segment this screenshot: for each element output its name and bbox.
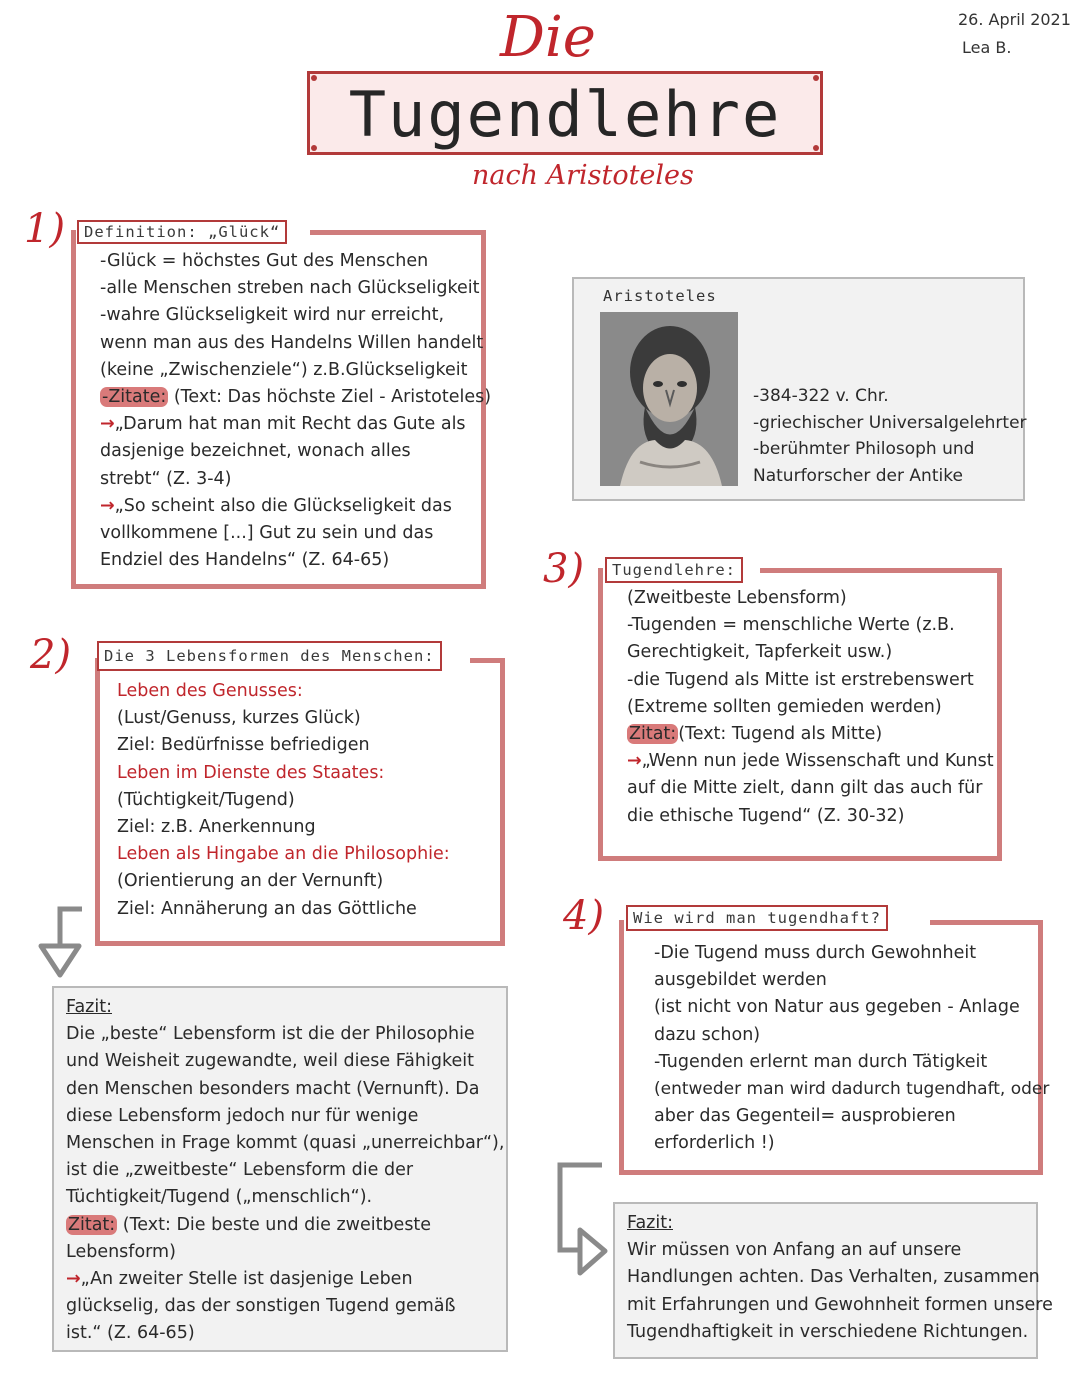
section1-quote-label: -Zitate: bbox=[102, 387, 167, 408]
arrow-right-icon bbox=[554, 1160, 610, 1284]
section1-quote1-line1: →„Darum hat man mit Recht das Gute als bbox=[100, 414, 466, 435]
section1-line: -Glück = höchstes Gut des Menschen bbox=[100, 251, 429, 271]
aristoteles-fact: Naturforscher der Antike bbox=[753, 465, 963, 486]
arrow-right-icon: → bbox=[100, 495, 115, 516]
section1-line: -alle Menschen streben nach Glückseligkeit bbox=[100, 278, 480, 299]
section3-line: -die Tugend als Mitte ist erstrebenswert bbox=[627, 669, 974, 690]
section3-line: -Tugenden = menschliche Werte (z.B. bbox=[627, 615, 955, 636]
section4-content bbox=[654, 940, 1049, 1158]
lebensform-goal: Ziel: Annäherung an das Göttliche bbox=[117, 898, 417, 919]
section1-line: wenn man aus des Handelns Willen handelt bbox=[100, 332, 484, 353]
section4-number: 4) bbox=[563, 893, 605, 939]
fazit1-line: Die „beste“ Lebensform ist die der Philosophie bbox=[66, 1024, 475, 1045]
aristoteles-label: Aristoteles bbox=[603, 287, 717, 305]
fazit1-content bbox=[66, 994, 504, 1348]
section1-frame-top bbox=[310, 230, 486, 235]
section3-line: (Extreme sollten gemieden werden) bbox=[627, 696, 942, 717]
arrow-right-icon: → bbox=[66, 1269, 81, 1290]
lebensform-goal: Ziel: Bedürfnisse befriedigen bbox=[117, 735, 370, 756]
section4-line: (ist nicht von Natur aus gegeben - Anlage bbox=[654, 997, 1020, 1018]
section3-quote-line: die ethische Tugend“ (Z. 30-32) bbox=[627, 805, 905, 826]
fazit2-line: Handlungen achten. Das Verhalten, zusammen bbox=[627, 1267, 1040, 1288]
fazit2-label: Fazit: bbox=[627, 1213, 673, 1233]
section2-number: 2) bbox=[30, 632, 72, 678]
lebensform-desc: (Lust/Genuss, kurzes Glück) bbox=[117, 708, 361, 729]
section1-quote2-line: Endziel des Handelns“ (Z. 64-65) bbox=[100, 550, 390, 571]
lebensform-name: Leben des Genusses: bbox=[117, 681, 303, 701]
title-subtitle: nach Aristoteles bbox=[472, 160, 694, 191]
author: Lea B. bbox=[962, 38, 1012, 57]
fazit1-quote-line1: →„An zweiter Stelle ist dasjenige Leben bbox=[66, 1269, 413, 1290]
section4-line: -Die Tugend muss durch Gewohnheit bbox=[654, 943, 977, 963]
fazit1-quote-source2: Lebensform) bbox=[66, 1241, 176, 1262]
section4-line: ausgebildet werden bbox=[654, 970, 827, 991]
fazit1-quote-source: (Text: Die beste und die zweitbeste bbox=[117, 1214, 432, 1235]
section3-quote-row bbox=[627, 721, 994, 748]
section1-quote2-line: vollkommene [...] Gut zu sein und das bbox=[100, 523, 434, 544]
section1-content bbox=[100, 248, 492, 574]
aristoteles-fact: -griechischer Universalgelehrter bbox=[753, 412, 1027, 433]
fazit1-label: Fazit: bbox=[66, 997, 112, 1017]
lebensform-name: Leben als Hingabe an die Philosophie: bbox=[117, 844, 450, 865]
section2-content bbox=[117, 678, 450, 923]
fazit2-box bbox=[613, 1202, 1053, 1359]
section3-content bbox=[627, 585, 994, 830]
fazit1-quote-line: ist.“ (Z. 64-65) bbox=[66, 1323, 195, 1344]
page-title: Tugendlehre bbox=[348, 78, 782, 151]
fazit1-line: ist die „zweitbeste“ Lebensform die der bbox=[66, 1160, 414, 1181]
section1-line: -wahre Glückseligkeit wird nur erreicht, bbox=[100, 305, 445, 326]
section2-frame-top bbox=[470, 658, 505, 663]
section4-line: (entweder man wird dadurch tugendhaft, oder bbox=[654, 1079, 1050, 1100]
section3-quote-label: Zitat: bbox=[629, 724, 677, 745]
section1-quote-row bbox=[100, 384, 492, 411]
section2-heading: Die 3 Lebensformen des Menschen: bbox=[97, 641, 442, 671]
fazit1-line: Menschen in Frage kommt (quasi „unerreichbar“), bbox=[66, 1133, 505, 1154]
section1-number: 1) bbox=[24, 206, 66, 252]
section1-quote1-line: strebt“ (Z. 3-4) bbox=[100, 468, 232, 489]
section4-heading: Wie wird man tugendhaft? bbox=[626, 905, 888, 931]
lebensform-goal: Ziel: z.B. Anerkennung bbox=[117, 817, 316, 838]
section1-quote2-line1: →„So scheint also die Glückseligkeit das bbox=[100, 495, 452, 516]
fazit1-quote-line: glückselig, das der sonstigen Tugend gemäß bbox=[66, 1296, 456, 1317]
section3-quote-line1: →„Wenn nun jede Wissenschaft und Kunst bbox=[627, 751, 994, 772]
date: 26. April 2021 bbox=[958, 10, 1071, 29]
aristoteles-facts bbox=[753, 383, 1027, 489]
aristoteles-portrait bbox=[600, 312, 738, 486]
section4-line: -Tugenden erlernt man durch Tätigkeit bbox=[654, 1051, 988, 1072]
lebensform-desc: (Orientierung an der Vernunft) bbox=[117, 871, 384, 892]
section1-quote1-line: dasjenige bezeichnet, wonach alles bbox=[100, 441, 411, 462]
title-box bbox=[307, 71, 823, 155]
aristoteles-fact: -384-322 v. Chr. bbox=[753, 386, 889, 406]
fazit1-line: den Menschen besonders macht (Vernunft). Da bbox=[66, 1078, 480, 1099]
section1-heading: Definition: „Glück“ bbox=[77, 220, 287, 244]
fazit2-content bbox=[627, 1210, 1053, 1346]
fazit1-line: Tüchtigkeit/Tugend („menschlich“). bbox=[66, 1187, 373, 1208]
lebensform-desc: (Tüchtigkeit/Tugend) bbox=[117, 789, 295, 810]
fazit2-line: mit Erfahrungen und Gewohnheit formen unsere bbox=[627, 1294, 1053, 1315]
fazit1-quote-row bbox=[66, 1212, 504, 1239]
section3-quote-source: (Text: Tugend als Mitte) bbox=[678, 724, 883, 745]
fazit2-line: Tugendhaftigkeit in verschiedene Richtungen. bbox=[627, 1321, 1029, 1342]
section3-quote-line: auf die Mitte zielt, dann gilt das auch für bbox=[627, 778, 983, 799]
section4-line: dazu schon) bbox=[654, 1024, 761, 1045]
lebensform-name: Leben im Dienste des Staates: bbox=[117, 762, 385, 783]
arrow-right-icon: → bbox=[627, 751, 642, 772]
section3-heading: Tugendlehre: bbox=[605, 557, 743, 583]
section1-line: (keine „Zwischenziele“) z.B.Glückseligkeit bbox=[100, 359, 468, 380]
fazit2-line: Wir müssen von Anfang an auf unsere bbox=[627, 1240, 962, 1261]
arrow-down-icon bbox=[36, 904, 90, 980]
portrait-image bbox=[600, 312, 738, 486]
section3-frame-top bbox=[760, 568, 1002, 573]
fazit1-line: und Weisheit zugewandte, weil diese Fähigkeit bbox=[66, 1051, 474, 1072]
section3-number: 3) bbox=[543, 546, 585, 592]
section3-line: (Zweitbeste Lebensform) bbox=[627, 588, 847, 608]
fazit1-line: diese Lebensform jedoch nur für wenige bbox=[66, 1105, 419, 1126]
section3-line: Gerechtigkeit, Tapferkeit usw.) bbox=[627, 642, 893, 663]
title-die: Die bbox=[500, 5, 596, 70]
section4-line: erforderlich !) bbox=[654, 1133, 775, 1154]
aristoteles-card bbox=[572, 277, 1025, 501]
fazit1-box bbox=[52, 986, 508, 1352]
aristoteles-fact: -berühmter Philosoph und bbox=[753, 439, 975, 459]
fazit1-quote-label: Zitat: bbox=[68, 1214, 116, 1235]
arrow-right-icon: → bbox=[100, 414, 115, 435]
section4-frame-top bbox=[930, 920, 1043, 925]
section1-quote-source: (Text: Das höchste Ziel - Aristoteles) bbox=[168, 387, 492, 408]
section4-line: aber das Gegenteil= ausprobieren bbox=[654, 1106, 956, 1127]
